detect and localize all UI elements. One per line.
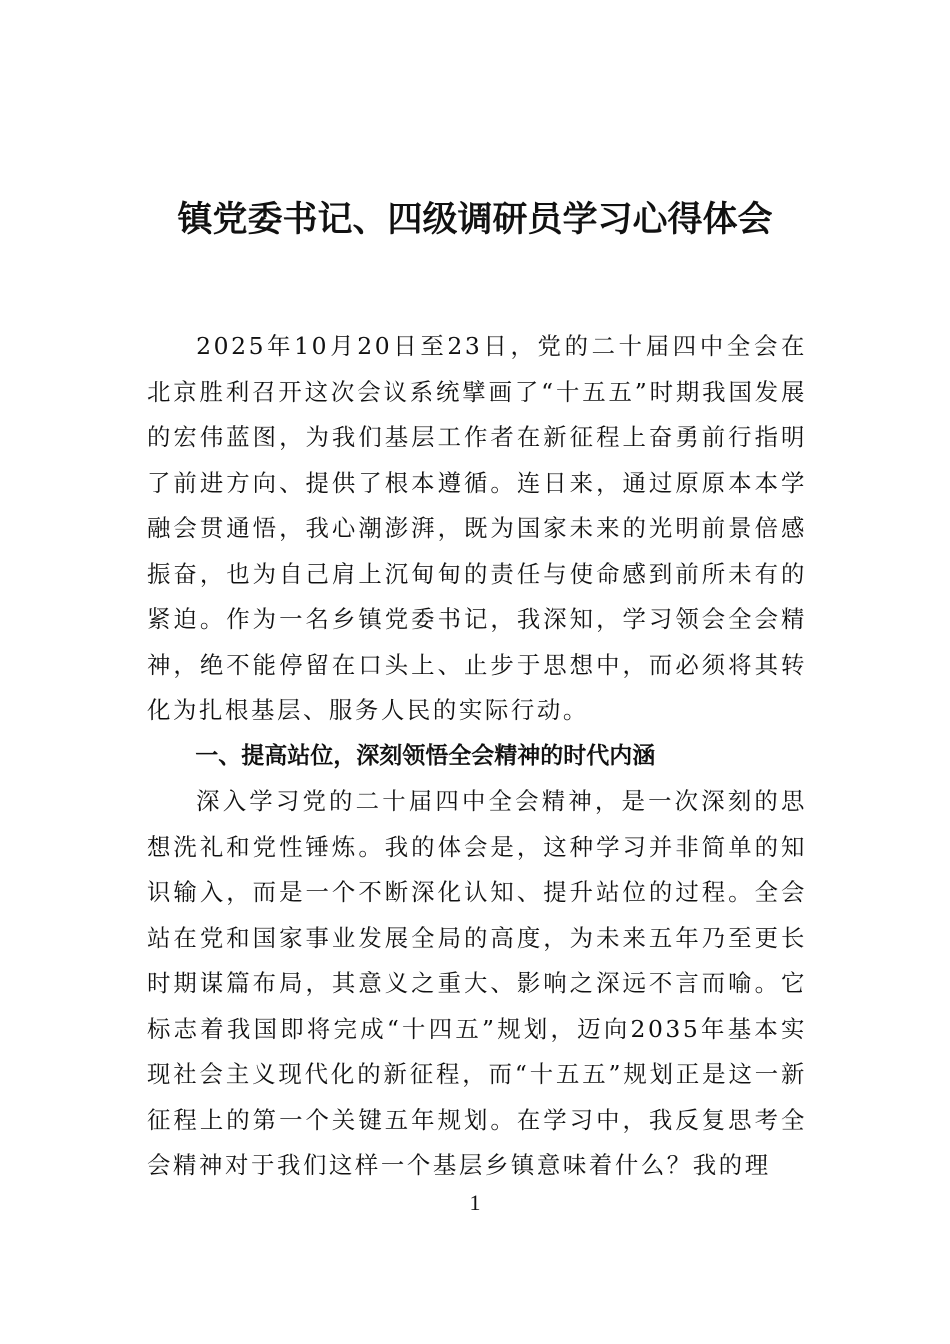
paragraph-section-1: 深入学习党的二十届四中全会精神，是一次深刻的思想洗礼和党性锤炼。我的体会是，这种学习并非简单的知识输入，而是一个不断深化认知、提升站位的过程。全会站在党和国家事业发展全局的高度，为未来五年乃至更长时期谋篇布局，其意义之重大、影响之深远不言而喻。它标志着我国即将完成“十四五”规划，迈向2035年基本实现社会主义现代化的新征程，而“十五五”规划正是这一新征程上的第一个关键五年规划。在学习中，我反复思考全会精神对于我们这样一个基层乡镇意味着什么？我的理 bbox=[147, 787, 807, 1179]
page-number: 1 bbox=[469, 1190, 481, 1215]
section-heading-1: 一、提高站位，深刻领悟全会精神的时代内涵 bbox=[195, 742, 656, 769]
paragraph-intro: 2025年10月20日至23日，党的二十届四中全会在北京胜利召开这次会议系统擘画了“十五五”时期我国发展的宏伟蓝图，为我们基层工作者在新征程上奋勇前行指明了前进方向、提供了根本遵循。连日来，通过原原本本学融会贯通悟，我心潮澎湃，既为国家未来的光明前景倍感振奋，也为自己肩上沉甸甸的责任与使命感到前所未有的紧迫。作为一名乡镇党委书记，我深知，学习领会全会精神，绝不能停留在口头上、止步于思想中，而必须将其转化为扎根基层、服务人民的实际行动。 bbox=[147, 332, 807, 724]
document-body bbox=[147, 324, 807, 1189]
document-title: 镇党委书记、四级调研员学习心得体会 bbox=[177, 199, 773, 240]
